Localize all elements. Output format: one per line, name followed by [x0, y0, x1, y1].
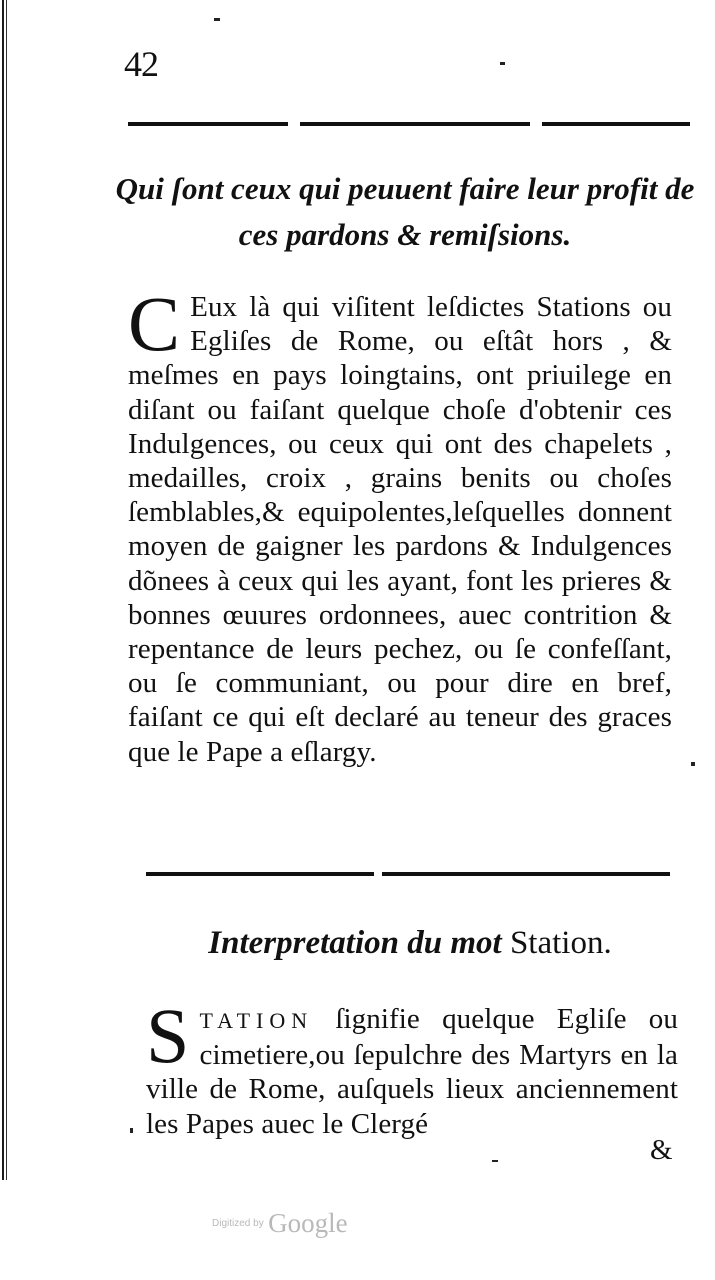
- dropcap-s: S: [146, 992, 190, 1079]
- paragraph-pardons: [128, 280, 672, 769]
- paragraph-station: [146, 992, 678, 1141]
- dropcap-c: C: [128, 280, 181, 367]
- section-heading-station: [150, 920, 670, 966]
- watermark-brand: Google: [268, 1208, 348, 1238]
- paragraph-station-text: ſignifie quelque Egliſe ou cimetiere,ou ſepulchre des Martyrs en la ville de Rome, auſquels lieux anciennement les Papes auec le Clergé: [146, 1003, 678, 1140]
- ink-speck: [492, 1160, 498, 1162]
- heading-station-italic: Interpretation du mot: [208, 925, 502, 961]
- section-rule-left: [146, 872, 374, 876]
- section-rule-right: [382, 872, 670, 876]
- ink-speck: [500, 62, 505, 65]
- ink-speck: [691, 762, 695, 766]
- header-rule-right: [542, 122, 690, 126]
- section-heading-pardons: Qui ſont ceux qui peuuent faire leur profit de ces pardons & remiſsions.: [115, 171, 695, 252]
- page-number: 42: [124, 44, 158, 84]
- watermark-prefix: Digitized by: [212, 1218, 264, 1229]
- catchword: &: [650, 1134, 673, 1166]
- paragraph-pardons-text: Eux là qui viſitent leſdictes Stations ou Egliſes de Rome, ou eſtât hors , & meſmes en pays loingtains, ont priuilege en diſant ou faiſant quelque choſe d'obtenir ces Indulgences, ou ceux qui ont des chapelets , medailles, croix , grains benits ou choſes ſemblables,& equipolentes,leſquelles donnent moyen de gaigner les pardons & Indulgences dõnees à ceux qui les ayant, font les prieres & bonnes œuures ordonnees, auec contrition & repentance de leurs pechez, ou ſe confeſſant, ou ſe communiant, ou pour dire en bref, faiſant ce qui eſt declaré au teneur des graces que le Pape a eſlargy.: [128, 291, 672, 768]
- digitized-watermark: [212, 1208, 348, 1239]
- header-rule-left: [128, 122, 288, 126]
- page-gutter-edge: [2, 0, 8, 1180]
- ink-speck: [214, 18, 220, 21]
- smallcaps-tation: TATION: [199, 1008, 314, 1033]
- heading-station-roman: Station.: [509, 925, 612, 961]
- header-rule-middle: [300, 122, 530, 126]
- ink-speck: [130, 1128, 133, 1133]
